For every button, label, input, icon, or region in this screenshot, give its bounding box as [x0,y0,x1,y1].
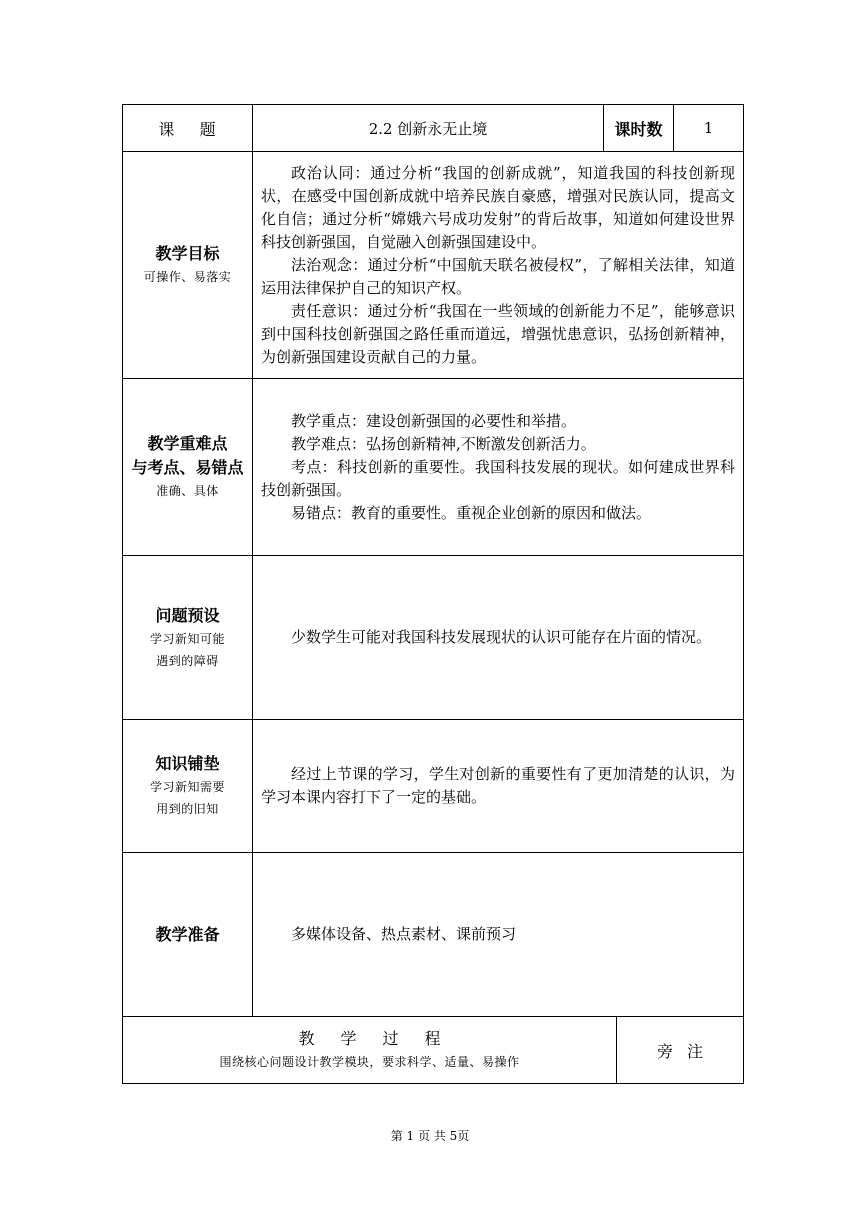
lesson-plan-table [122,104,744,1084]
objective-political: 政治认同：通过分析“我国的创新成就”，知道我国的科技创新现状，在感受中国创新成就中培养民族自豪感，增强对民族认同，提高文化自信；通过分析“嫦娥六号成功发射”的背后故事，知道如何建设世界科技创新强国，自觉融入创新强国建设中。 [261,163,736,251]
topic-row [123,105,744,152]
key-point-difficulty: 教学难点：弘扬创新精神,不断激发创新活力。 [291,434,596,453]
preparation-row [123,853,744,1017]
objectives-content [253,152,744,379]
objectives-sub: 可操作、易落实 [143,270,232,284]
hours-label: 课时数 [604,105,674,152]
process-title: 教学过程 [298,1029,467,1048]
foundation-sub-line1: 学习新知需要 [149,780,225,794]
objectives-label-cell [123,152,253,379]
problems-sub-line2: 遇到的障碍 [156,653,219,668]
key-point-error-prone: 易错点：教育的重要性。重视企业创新的原因和做法。 [291,503,652,522]
foundation-content [253,720,744,853]
key-point-focus: 教学重点：建设创新强国的必要性和举措。 [291,411,577,430]
process-header-row [123,1017,744,1084]
problems-sub-line1: 学习新知可能 [149,631,225,646]
key-point-exam: 考点：科技创新的重要性。我国科技发展的现状。如何建成世界科技创新强国。 [261,457,736,499]
key-points-label-cell [123,379,253,556]
problems-label: 问题预设 [155,605,220,625]
preparation-text: 多媒体设备、热点素材、课前预习 [291,925,517,943]
problems-content [253,556,744,720]
problems-label-cell [123,556,253,720]
side-notes-label: 旁注 [617,1017,744,1084]
objectives-row [123,152,744,379]
key-points-sub: 准确、具体 [156,484,219,498]
topic-value: 2.2 创新永无止境 [253,105,604,152]
foundation-text: 经过上节课的学习，学生对创新的重要性有了更加清楚的认识，为学习本课内容打下了一定的基础。 [261,765,736,806]
preparation-label: 教学准备 [155,924,220,944]
objective-legal: 法治观念：通过分析“中国航天联名被侵权”，了解相关法律，知道运用法律保护自己的知识产权。 [261,255,736,297]
problems-row [123,556,744,720]
topic-label: 课 题 [123,105,253,152]
foundation-row [123,720,744,853]
foundation-label-cell [123,720,253,853]
page-footer: 第 1 页 共 5页 [390,1129,470,1143]
key-points-label-line1: 教学重难点 [147,434,228,453]
preparation-content [253,853,744,1017]
objective-responsibility: 责任意识：通过分析“我国在一些领域的创新能力不足”，能够意识到中国科技创新强国之路任重而道远，增强忧患意识，弘扬创新精神，为创新强国建设贡献自己的力量。 [261,301,736,366]
key-points-label-line2: 与考点、易错点 [131,458,244,477]
lesson-plan-sheet [122,104,743,1084]
problems-text: 少数学生可能对我国科技发展现状的认识可能存在片面的情况。 [291,628,712,646]
foundation-label: 知识铺垫 [155,754,220,773]
preparation-label-cell [123,853,253,1017]
foundation-sub-line2: 用到的旧知 [156,802,219,816]
process-sub: 围绕核心问题设计教学模块，要求科学、适量、易操作 [219,1055,520,1069]
process-title-cell [123,1017,617,1084]
key-points-row [123,379,744,556]
hours-value: 1 [674,105,744,152]
objectives-label: 教学目标 [155,244,220,263]
key-points-content [253,379,744,556]
